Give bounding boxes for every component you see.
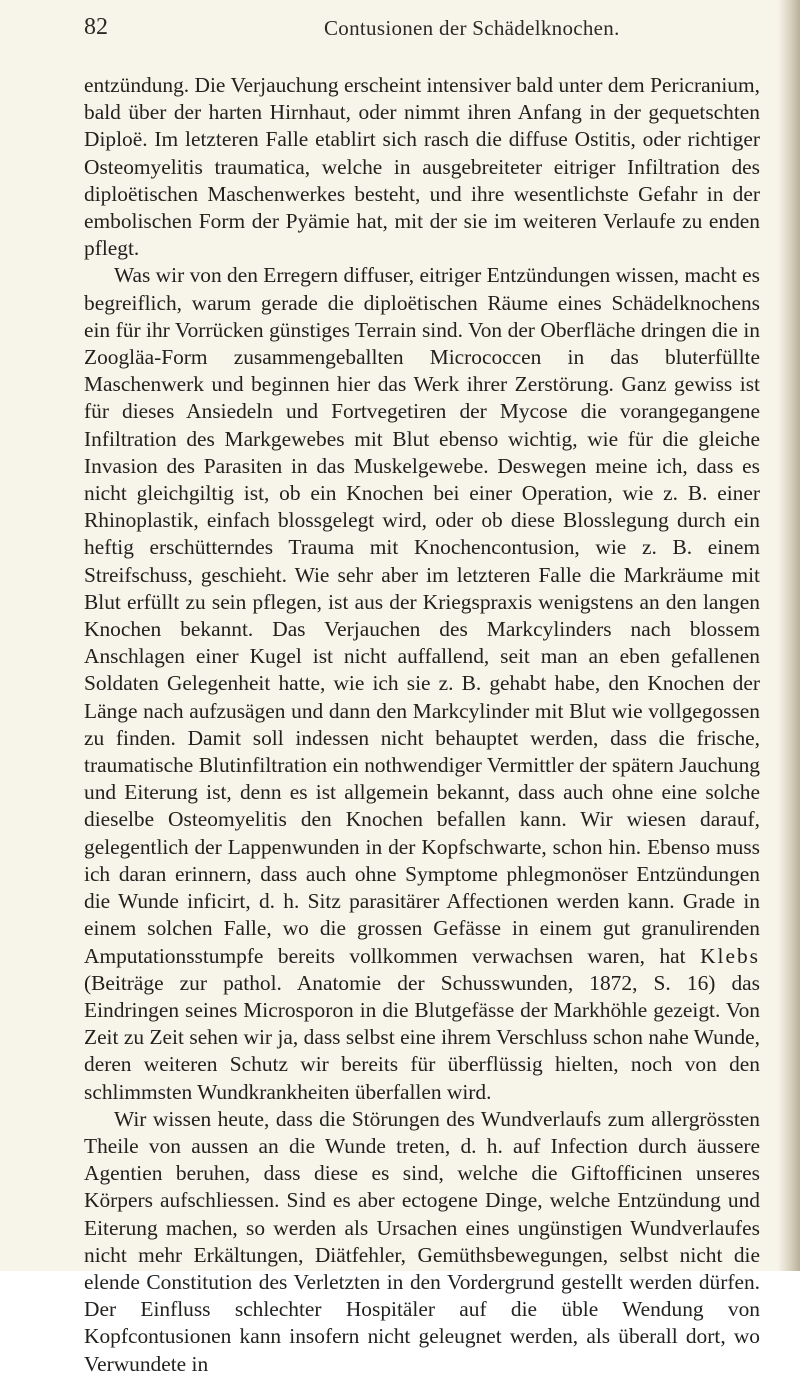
page-header [84,14,764,54]
paragraph-1: entzündung. Die Verjauchung erscheint intensiver bald unter dem Pericranium, bald über der harten Hirnhaut, oder nimmt ihren Anfang in der gequetschten Diploë. Im letzteren Falle etablirt sich rasch die diffuse Ostitis, oder richtiger Osteomyelitis traumatica, welche in ausgebreiteter eitriger Infiltration des diploëtischen Maschenwerkes besteht, und ihre wesentlichste Gefahr in der embolischen Form der Pyämie hat, mit der sie im weiteren Verlaufe zu enden pflegt. [84,73,760,261]
paragraph-2-text-before: Was wir von den Erregern diffuser, eitriger Entzündungen wissen, macht es begreiflich, warum gerade die diploëtischen Räume eines Schädelknochens ein für ihr Vorrücken günstiges Terrain sind. Von der Oberfläche dringen die in Zoogläa-Form zusammengeballten Micrococcen in das bluterfüllte Maschenwerk und beginnen hier das Werk ihrer Zerstörung. Ganz gewiss ist für dieses Ansiedeln und Fortvegetiren der Mycose die vorangegangene Infiltration des Markgewebes mit Blut ebenso wichtig, wie für die gleiche Invasion des Parasiten in das Muskelgewebe. Deswegen meine ich, dass es nicht gleichgiltig ist, ob ein Knochen bei einer Operation, wie z. B. einer Rhinoplastik, einfach blossgelegt wird, oder ob diese Blosslegung durch ein heftig erschütterndes Trauma mit Knochencontusion, wie z. B. einem Streifschuss, geschieht. Wie sehr aber im letzteren Falle die Markräume mit Blut erfüllt zu sein pflegen, ist aus der Kriegspraxis wenigstens an den langen Knochen bekannt. Das Verjauchen des Markcylinders nach blossem Anschlagen einer Kugel ist nicht auffallend, seit man an eben gefallenen Soldaten Gelegenheit hatte, wie ich sie z. B. gehabt habe, den Knochen der Länge nach aufzusägen und dann den Markcylinder mit Blut wie vollgegossen zu finden. Damit soll indessen nicht behauptet werden, dass die frische, traumatische Blutinfiltration ein nothwendiger Vermittler der spätern Jauchung und Eiterung ist, denn es ist allgemein bekannt, dass auch ohne eine solche dieselbe Osteomyelitis den Knochen befallen kann. Wir wiesen darauf, gelegentlich der Lappenwunden in der Kopfschwarte, schon hin. Ebenso muss ich daran erinnern, dass auch ohne Symptome phlegmonöser Entzündungen die Wunde inficirt, d. h. Sitz parasitärer Affectionen werden kann. Grade in einem solchen Falle, wo die grossen Gefässe in einem gut granulirenden Amputationsstumpfe bereits vollkommen verwachsen waren, hat [84,263,760,968]
body-text [84,72,760,1378]
page-edge-shadow [778,0,800,1271]
paragraph-2-text-after: (Beiträge zur pathol. Anatomie der Schusswunden, 1872, S. 16) das Eindringen seines Microsporon in die Blutgefässe der Markhöhle gezeigt. Von Zeit zu Zeit sehen wir ja, dass selbst eine ihrem Verschluss schon nahe Wunde, deren weiteren Schutz wir bereits für überflüssig hielten, noch von den schlimmsten Wundkrankheiten überfallen wird. [84,970,760,1104]
paragraph-3: Wir wissen heute, dass die Störungen des Wundverlaufs zum allergrössten Theile von aussen an die Wunde treten, d. h. auf Infection durch äussere Agentien beruhen, dass diese es sind, welche die Giftofficinen unseres Körpers aufschliessen. Sind es aber ectogene Dinge, welche Entzündung und Eiterung machen, so werden als Ursachen eines ungünstigen Wundverlaufes nicht mehr Erkältungen, Diätfehler, Gemüthsbewegungen, selbst nicht die elende Constitution des Verletzten in den Vordergrund gestellt werden dürfen. Der Einfluss schlechter Hospitäler auf die üble Wendung von Kopfcontusionen kann insofern nicht geleugnet werden, als überall dort, wo Verwundete in [84,1106,760,1376]
cited-author: Klebs [700,943,760,968]
running-head: Contusionen der Schädelknochen. [324,16,620,40]
page-number: 82 [84,14,108,40]
paragraph-2 [84,262,760,1105]
